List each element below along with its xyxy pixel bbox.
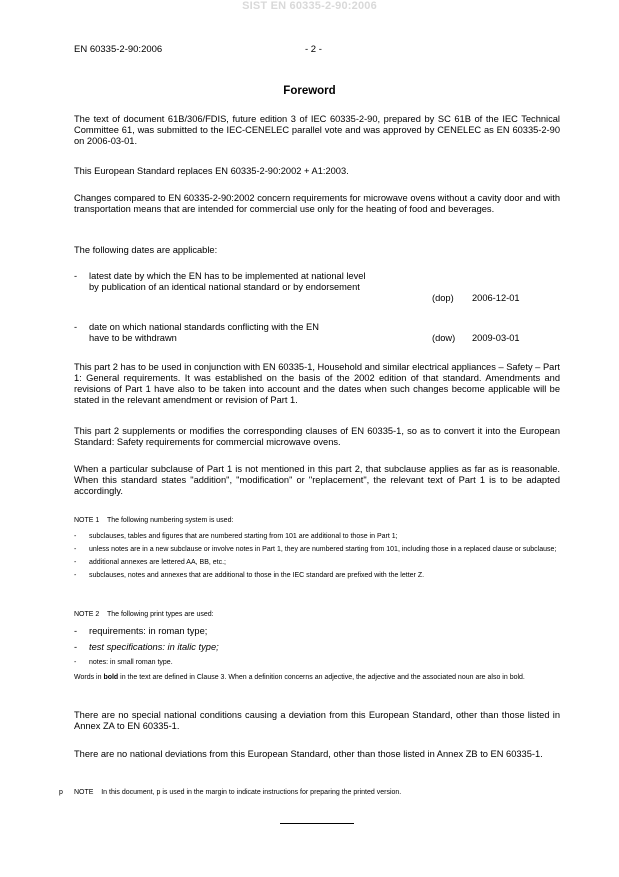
margin-note <box>74 788 560 797</box>
paragraph-national-deviations: There are no national deviations from this European Standard, other than those listed in Annex ZB to EN 60335-1. <box>74 749 543 759</box>
note2-list <box>74 626 560 667</box>
list-dash: - <box>74 322 78 332</box>
note1-text: The following numbering system is used: <box>106 517 234 524</box>
date-item-dow <box>74 322 560 344</box>
end-rule <box>280 823 354 824</box>
list-dash: - <box>74 271 78 281</box>
watermark: SIST EN 60335-2-90:2006 <box>242 0 377 12</box>
list-item: - additional annexes are lettered AA, BB, etc.; <box>74 559 226 566</box>
paragraph-special-conditions: There are no special national conditions causing a deviation from this European Standard, other than those listed in Annex ZA to EN 60335-1. <box>74 710 560 731</box>
paragraph-document-origin: The text of document 61B/306/FDIS, future edition 3 of IEC 60335-2-90, prepared by SC 61B of the IEC Technical Committee 61, was submitted to the IEC-CENELEC parallel vote and was approved by CENELEC as EN 60335-2-90 on 2006-03-01. <box>74 114 560 146</box>
paragraph-changes: Changes compared to EN 60335-2-90:2002 concern requirements for microwave ovens without a cavity door and with transportation means that are intended for commercial use only for the heating of food and beverages. <box>74 193 560 214</box>
header-doc-id: EN 60335-2-90:2006 <box>74 44 163 55</box>
note2-label: NOTE 2 <box>74 611 100 618</box>
date-item-date: 2009-03-01 <box>472 333 520 343</box>
paragraph-part1-usage: This part 2 has to be used in conjunction with EN 60335-1, Household and similar electrical appliances – Safety – Part 1: General requirements. It was established on the basis of the 2002 edition of that standard. Amendments and revisions of Part 1 have also to be taken into account and the dates when such changes become applicable will be stated in the relevant amendment or revision of Part 1. <box>74 362 560 405</box>
header-page-number: - 2 - <box>305 44 322 55</box>
date-item-abbr: (dop) <box>432 293 454 303</box>
list-item: - test specifications: in italic type; <box>74 642 219 652</box>
note1-label: NOTE 1 <box>74 517 100 524</box>
paragraph-replacement: This European Standard replaces EN 60335-2-90:2002 + A1:2003. <box>74 166 349 176</box>
margin-marker: p <box>59 789 63 796</box>
paragraph-supplements: This part 2 supplements or modifies the corresponding clauses of EN 60335-1, so as to convert it into the European Standard: Safety requirements for commercial microwave ovens. <box>74 426 560 447</box>
note2-text: The following print types are used: <box>106 611 214 618</box>
date-item-text: date on which national standards conflicting with the EN have to be withdrawn <box>89 322 319 343</box>
list-item: - requirements: in roman type; <box>74 626 208 636</box>
list-item: - subclauses, notes and annexes that are additional to those in the IEC standard are prefixed with the letter Z. <box>74 572 425 579</box>
date-item-dop <box>74 271 560 304</box>
date-item-date: 2006-12-01 <box>472 293 520 303</box>
margin-note-label: NOTE <box>74 789 94 796</box>
margin-note-text: In this document, p is used in the margin to indicate instructions for preparing the printed version. <box>101 789 402 796</box>
paragraph-dates-intro: The following dates are applicable: <box>74 245 218 255</box>
note1-heading <box>74 516 560 525</box>
list-item: - subclauses, tables and figures that are numbered starting from 101 are additional to those in Part 1; <box>74 533 398 540</box>
note2-heading <box>74 610 560 619</box>
date-item-abbr: (dow) <box>432 333 456 343</box>
note1-list <box>74 532 560 580</box>
page-title: Foreword <box>283 85 336 97</box>
list-item: - notes: in small roman type. <box>74 659 173 666</box>
list-item: - unless notes are in a new subclause or involve notes in Part 1, they are numbered starting from 101, including those in a replaced clause or subclause; <box>74 546 557 553</box>
date-item-text: latest date by which the EN has to be implemented at national level by publication of an identical national standard or by endorsement <box>89 271 366 292</box>
paragraph-subclauses: When a particular subclause of Part 1 is not mentioned in this part 2, that subclause applies as far as is reasonable. When this standard states "addition", "modification" or "replacement", the relevant text of Part 1 is to be adapted accordingly. <box>74 464 560 496</box>
bold-definition-note: Words in bold in the text are defined in Clause 3. When a definition concerns an adjective, the adjective and the associated noun are also in bold. <box>74 674 525 681</box>
